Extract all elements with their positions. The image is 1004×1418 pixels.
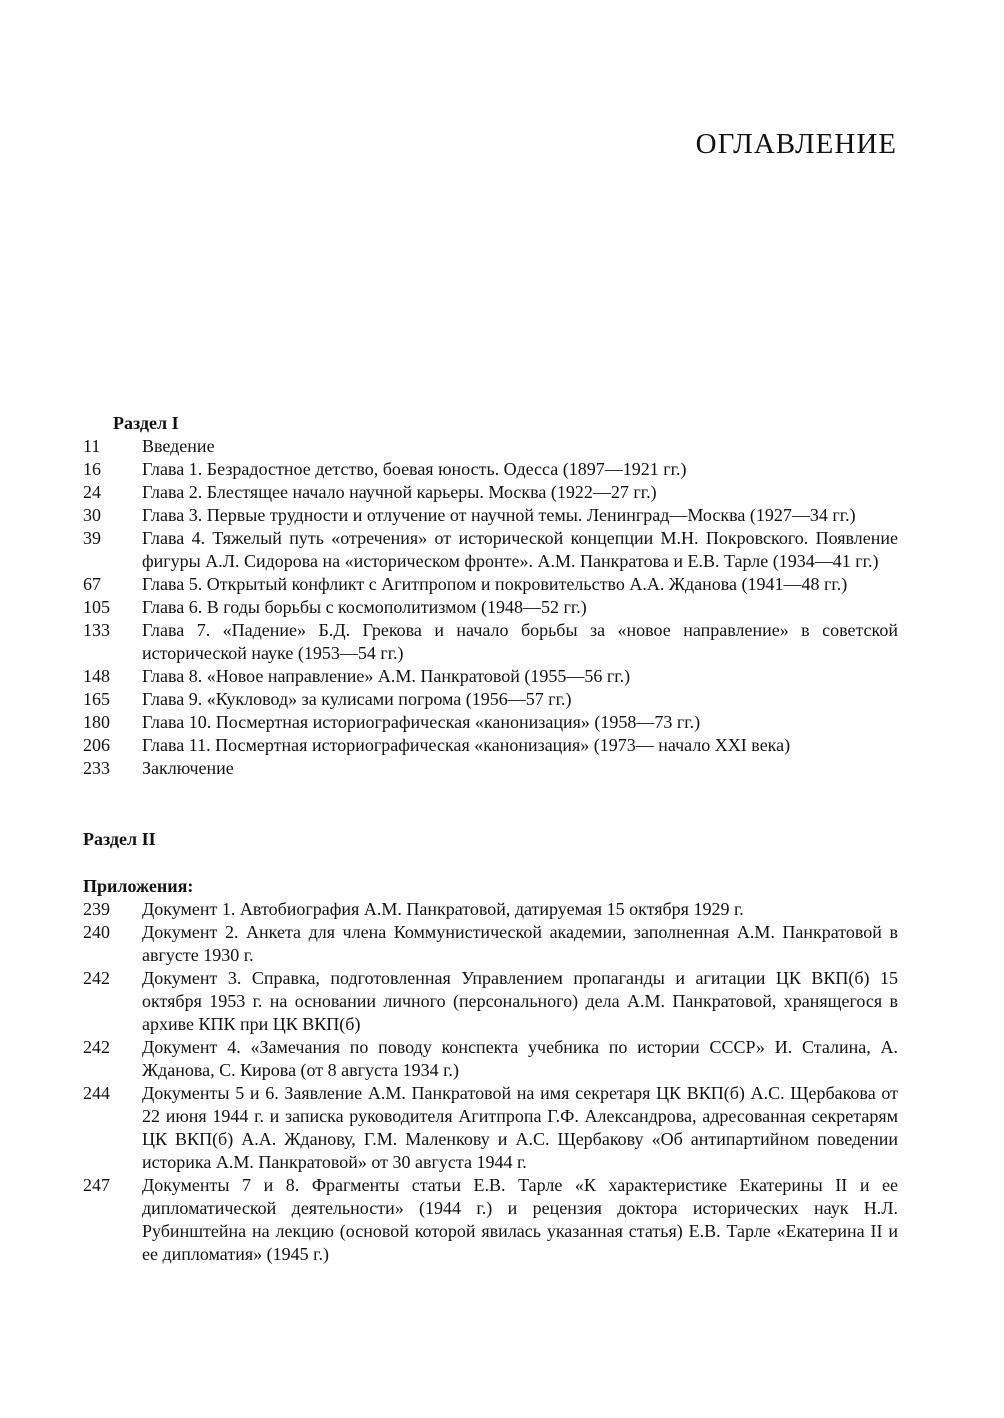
toc-entry <box>83 1082 898 1174</box>
toc-entry-title: Документ 1. Автобиография А.М. Панкратовой, датируемая 15 октября 1929 г. <box>142 899 744 919</box>
toc-entry <box>83 898 898 921</box>
toc-entry-title: Глава 9. «Кукловод» за кулисами погрома (1956—57 гг.) <box>142 689 572 709</box>
toc-page-number: 242 <box>83 968 110 988</box>
toc-entry <box>83 1174 898 1266</box>
toc-page-number: 240 <box>83 922 110 942</box>
toc-entry <box>83 921 898 967</box>
toc-entry <box>83 527 898 573</box>
toc-page-number: 242 <box>83 1037 110 1057</box>
toc-entry-title: Документы 5 и 6. Заявление А.М. Панкратовой на имя секретаря ЦК ВКП(б) А.С. Щербакова от 22 июня 1944 г. и записка руководителя Агитпропа Г.Ф. Александрова, адресованная секретарям ЦК ВКП(б) А.А. Жданову, Г.М. Маленкову и А.С. Щербакову «Об антипартийном поведении историка А.М. Панкратовой» от 30 августа 1944 г. <box>142 1083 898 1172</box>
toc-entry-title: Глава 7. «Падение» Б.Д. Грекова и начало борьбы за «новое направление» в советской исторической науке (1953—54 гг.) <box>142 620 898 663</box>
page-title: ОГЛАВЛЕНИЕ <box>695 128 897 160</box>
section-2-list <box>83 898 898 1266</box>
toc-entry-title: Заключение <box>142 758 234 778</box>
toc-entry <box>83 734 898 757</box>
toc-entry-title: Документ 3. Справка, подготовленная Управлением пропаганды и агитации ЦК ВКП(б) 15 октября 1953 г. на основании личного (персонального) дела А.М. Панкратовой, хранящегося в архиве КПК при ЦК ВКП(б) <box>142 968 898 1034</box>
toc-page-number: 133 <box>83 620 110 640</box>
section-2-heading: Раздел II <box>83 829 156 849</box>
toc-page-number: 180 <box>83 712 110 732</box>
toc-entry <box>83 596 898 619</box>
toc-entry-title: Введение <box>142 436 215 456</box>
toc-entry <box>83 688 898 711</box>
toc-entry <box>83 504 898 527</box>
toc-page-number: 233 <box>83 758 110 778</box>
toc-entry <box>83 481 898 504</box>
toc-entry-title: Глава 3. Первые трудности и отлучение от научной темы. Ленинград—Москва (1927—34 гг.) <box>142 505 856 525</box>
toc-page-number: 11 <box>83 436 101 456</box>
toc-page-number: 67 <box>83 574 101 594</box>
toc-entry <box>83 435 898 458</box>
toc-page-number: 148 <box>83 666 110 686</box>
toc-entry <box>83 619 898 665</box>
toc-entry-title: Глава 8. «Новое направление» А.М. Панкратовой (1955—56 гг.) <box>142 666 631 686</box>
toc-page-number: 24 <box>83 482 101 502</box>
toc-entry-title: Глава 5. Открытый конфликт с Агитпропом и покровительство А.А. Жданова (1941—48 гг.) <box>142 574 848 594</box>
section-1-list <box>83 435 898 780</box>
toc-entry-title: Глава 10. Посмертная историографическая «канонизация» (1958—73 гг.) <box>142 712 701 732</box>
toc-page-number: 105 <box>83 597 110 617</box>
toc-page-number: 239 <box>83 899 110 919</box>
toc-page-number: 16 <box>83 459 101 479</box>
toc-entry <box>83 458 898 481</box>
toc-page-number: 165 <box>83 689 110 709</box>
appendix-heading: Приложения: <box>83 876 194 896</box>
toc-entry <box>83 757 898 780</box>
toc-entry <box>83 573 898 596</box>
toc-entry-title: Глава 6. В годы борьбы с космополитизмом (1948—52 гг.) <box>142 597 587 617</box>
toc-entry-title: Глава 4. Тяжелый путь «отречения» от исторической концепции М.Н. Покровского. Появление фигуры А.Л. Сидорова на «историческом фронте». А.М. Панкратова и Е.В. Тарле (1934—41 гг.) <box>142 528 898 571</box>
table-of-contents <box>83 412 898 1266</box>
toc-page-number: 247 <box>83 1175 110 1195</box>
toc-entry <box>83 1036 898 1082</box>
toc-page-number: 244 <box>83 1083 110 1103</box>
toc-entry-title: Глава 11. Посмертная историографическая «канонизация» (1973— начало XXI века) <box>142 735 791 755</box>
toc-page-number: 30 <box>83 505 101 525</box>
toc-entry-title: Документы 7 и 8. Фрагменты статьи Е.В. Тарле «К характеристике Екатерины II и ее дипломатической деятельности» (1944 г.) и рецензия доктора исторических наук Н.Л. Рубинштейна на лекцию (основой которой явилась указанная статья) Е.В. Тарле «Екатерина II и ее дипломатия» (1945 г.) <box>142 1175 898 1264</box>
toc-entry-title: Глава 1. Безрадостное детство, боевая юность. Одесса (1897—1921 гг.) <box>142 459 687 479</box>
section-1-heading: Раздел I <box>113 413 179 433</box>
toc-entry <box>83 665 898 688</box>
toc-entry <box>83 711 898 734</box>
toc-page-number: 39 <box>83 528 101 548</box>
toc-entry-title: Документ 2. Анкета для члена Коммунистической академии, заполненная А.М. Панкратовой в августе 1930 г. <box>142 922 898 965</box>
toc-entry-title: Глава 2. Блестящее начало научной карьеры. Москва (1922—27 гг.) <box>142 482 657 502</box>
toc-entry-title: Документ 4. «Замечания по поводу конспекта учебника по истории СССР» И. Сталина, А. Жданова, С. Кирова (от 8 августа 1934 г.) <box>142 1037 898 1080</box>
toc-entry <box>83 967 898 1036</box>
toc-page-number: 206 <box>83 735 110 755</box>
